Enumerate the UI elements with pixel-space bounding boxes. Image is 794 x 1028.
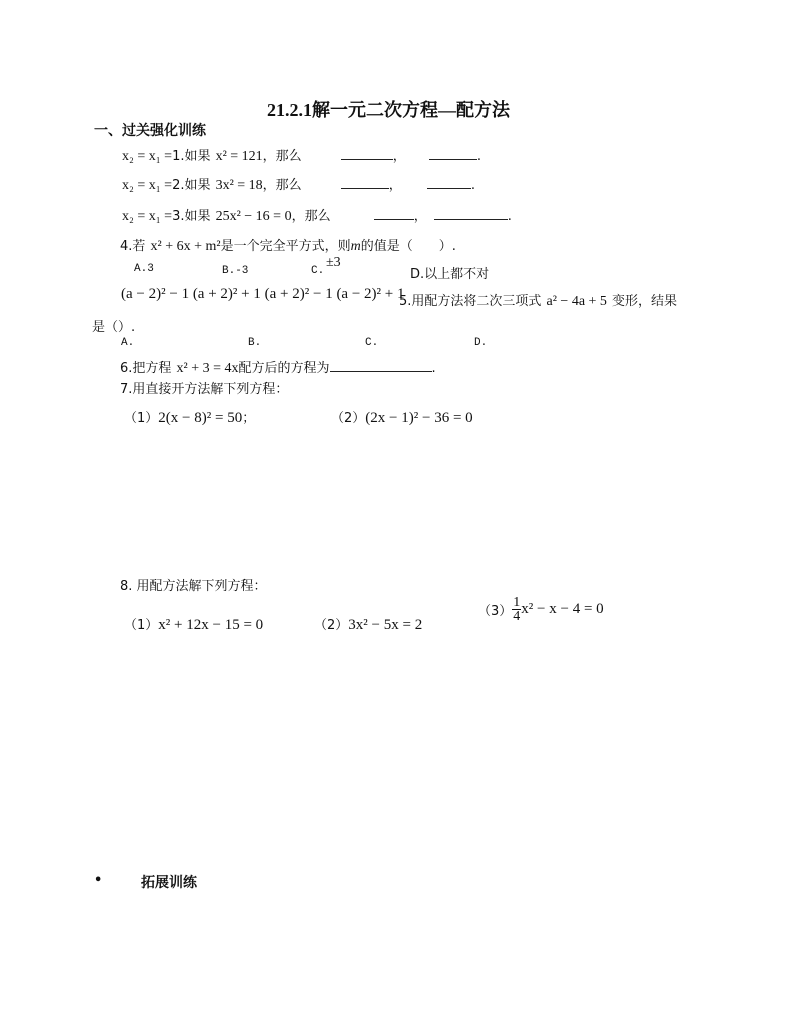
part-label: （1） <box>124 618 159 633</box>
page-title: 21.2.1解一元二次方程—配方法 <box>267 100 510 120</box>
equation: 25x² − 16 = 0 <box>215 209 292 224</box>
part-label: （1） <box>124 411 159 426</box>
question-number: 4. <box>120 239 133 254</box>
option-c-label[interactable]: C. <box>311 265 325 277</box>
fraction <box>512 596 521 623</box>
end-mark: . <box>476 149 482 164</box>
fraction-numerator: 1 <box>513 595 521 610</box>
equation: x² = 121 <box>215 149 263 164</box>
question-number: 5. <box>399 294 412 309</box>
question-8-part-3 <box>478 596 604 623</box>
answer-blank[interactable] <box>341 176 389 189</box>
equation: 3x² = 18 <box>215 178 263 193</box>
question-8-part-2 <box>314 614 422 634</box>
root-labels: x₂ = x₁ = <box>122 178 173 193</box>
question-text: 若 <box>132 239 146 254</box>
question-text: 配方后的方程为 <box>238 361 330 376</box>
answer-blank[interactable] <box>341 147 393 160</box>
separator: ， <box>413 209 427 224</box>
question-8-prompt: 8. 用配方法解下列方程： <box>120 579 267 594</box>
root-labels: x₂ = x₁ = <box>122 209 173 224</box>
answer-blank[interactable] <box>434 207 508 220</box>
root-labels: x₂ = x₁ = <box>122 149 173 164</box>
part-label: （2） <box>314 618 349 633</box>
expression: a² − 4a + 5 <box>546 294 607 309</box>
fraction-denominator: 4 <box>513 609 521 624</box>
variable: m <box>350 239 361 254</box>
answer-blank[interactable] <box>427 176 471 189</box>
question-8-part-1 <box>124 614 263 634</box>
question-7-part-1 <box>124 407 255 427</box>
question-text: 的值是（ ）. <box>360 239 456 254</box>
option-d[interactable]: D. <box>474 337 488 349</box>
question-text: ，那么 <box>291 209 331 224</box>
question-6 <box>120 357 436 377</box>
answer-blank[interactable] <box>330 359 432 372</box>
question-1 <box>122 145 481 165</box>
part-label: （2） <box>331 411 366 426</box>
option-b[interactable]: B.-3 <box>222 265 249 277</box>
question-text: 是（）. <box>92 320 136 335</box>
answer-blank[interactable] <box>429 147 477 160</box>
question-text: 变形，结果 <box>612 294 678 309</box>
question-3 <box>122 205 512 225</box>
equation: x² − x − 4 = 0 <box>521 601 604 617</box>
section-heading: 拓展训练 <box>141 875 197 891</box>
equation: x² + 3 = 4x <box>176 361 239 376</box>
equation: (2x − 1)² − 36 = 0 <box>365 410 473 426</box>
question-5 <box>399 290 677 310</box>
option-d[interactable]: D.以上都不对 <box>410 267 490 282</box>
question-number: 3. <box>172 209 185 224</box>
expression: x² + 6x + m² <box>150 239 221 254</box>
option-a[interactable]: A.3 <box>134 263 154 275</box>
question-text: 如果 <box>184 149 211 164</box>
question-number: 1. <box>172 149 185 164</box>
question-number: 6. <box>120 361 133 376</box>
end-mark: . <box>470 178 476 193</box>
question-4 <box>120 235 456 255</box>
option-b[interactable]: B. <box>248 337 262 349</box>
separator: ， <box>392 149 406 164</box>
question-text: ，那么 <box>262 178 302 193</box>
answer-blank[interactable] <box>374 207 414 220</box>
question-2 <box>122 174 475 194</box>
end-mark: . <box>431 361 436 376</box>
question-number: 2. <box>172 178 185 193</box>
question-text: 是一个完全平方式，则 <box>220 239 351 254</box>
question-7-prompt: 7.用直接开方法解下列方程： <box>120 382 289 397</box>
bullet: • <box>94 873 103 888</box>
separator: ， <box>388 178 402 193</box>
question-text: 如果 <box>184 209 211 224</box>
option-c-value: ±3 <box>326 255 341 270</box>
end-mark: ； <box>242 411 256 426</box>
end-mark: . <box>507 209 512 224</box>
question-text: 如果 <box>184 178 211 193</box>
part-label: （3） <box>478 604 513 619</box>
equation: x² + 12x − 15 = 0 <box>158 617 264 633</box>
equation: 2(x − 8)² = 50 <box>158 410 243 426</box>
option-a[interactable]: A. <box>121 337 135 349</box>
option-expressions: (a − 2)² − 1 (a + 2)² + 1 (a + 2)² − 1 (a − 2)² + 1 <box>121 286 405 302</box>
question-text: 用配方法将二次三项式 <box>411 294 542 309</box>
section-heading: 一、过关强化训练 <box>94 123 206 139</box>
question-7-part-2 <box>331 407 473 427</box>
question-text: 把方程 <box>132 361 172 376</box>
question-text: ，那么 <box>262 149 302 164</box>
equation: 3x² − 5x = 2 <box>348 617 423 633</box>
option-c[interactable]: C. <box>365 337 379 349</box>
